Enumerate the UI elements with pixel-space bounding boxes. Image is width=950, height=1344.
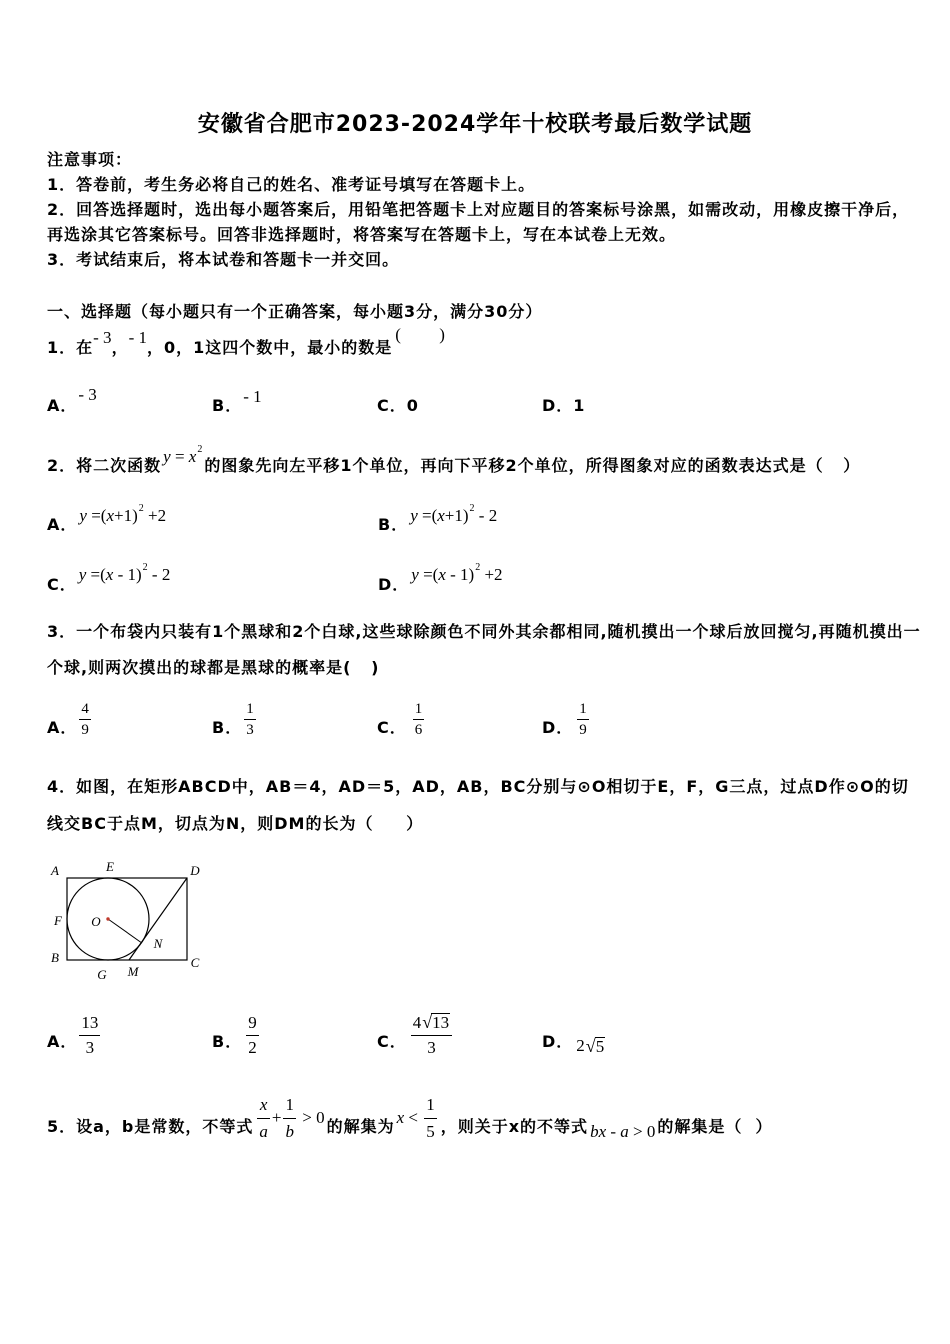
- label-e: E: [106, 859, 114, 874]
- q3-option-a: [47, 700, 93, 738]
- q3-stem-line-1: 3．一个布袋内只装有1个黑球和2个白球,这些球除颜色不同外其余都相同,随机摸出一个球后放回搅匀,再随机摸出一: [47, 622, 921, 641]
- q1-separator: ，: [111, 338, 129, 357]
- option-label: C．: [377, 718, 407, 737]
- math-text: +: [271, 1108, 282, 1127]
- math-superscript: 2: [469, 503, 475, 514]
- q5-suffix: 的解集是（ ）: [657, 1117, 773, 1136]
- math-variable: y: [163, 447, 171, 466]
- math-text: - 3: [78, 385, 97, 404]
- notes-line-3-text: 3．考试结束后，将本试卷和答题卡一并交回。: [47, 250, 400, 269]
- option-label: C．: [377, 396, 407, 415]
- math-text: 3: [246, 721, 254, 738]
- q4-option-a: [47, 1012, 102, 1057]
- math-variable: x: [188, 447, 197, 466]
- option-formula: [410, 503, 498, 526]
- notes-line-1-text: 1．答卷前，考生务必将自己的姓名、准考证号填写在答题卡上。: [47, 175, 536, 194]
- option-label: C．: [47, 575, 77, 594]
- rectangle-abcd: [67, 878, 187, 960]
- math-variable: y: [79, 506, 87, 525]
- q1-option-a: [47, 385, 97, 416]
- math-text: 9: [248, 1012, 257, 1032]
- option-value: [78, 385, 96, 405]
- math-variable: x: [396, 1108, 405, 1127]
- q5-prefix: 5．设a，b是常数，不等式: [47, 1117, 254, 1136]
- option-label: A．: [47, 396, 78, 415]
- math-variable: x: [437, 506, 445, 525]
- radical-sign: √: [585, 1036, 596, 1056]
- math-text: +2: [143, 506, 167, 525]
- option-fraction: [242, 699, 258, 740]
- notes-line-2-continued-text: 再选涂其它答案标号。回答非选择题时，将答案写在答题卡上，写在本试卷上无效。: [47, 225, 677, 244]
- math-text: 6: [414, 721, 423, 738]
- question-3-stem-line-2: [47, 658, 379, 678]
- math-variable: y: [78, 565, 87, 584]
- q1-stem-text: ，0，1这四个数中，最小的数是: [147, 338, 393, 357]
- label-d: D: [190, 863, 200, 878]
- q1-prefix: 1．在: [47, 338, 94, 357]
- question-2-stem: [47, 444, 861, 476]
- option-formula: [411, 562, 503, 585]
- math-text: =(: [86, 565, 106, 584]
- label-o: O: [91, 914, 101, 929]
- math-text: +1): [113, 506, 138, 525]
- radical-sign: √: [422, 1012, 433, 1032]
- label-b: B: [51, 950, 59, 965]
- q2-prefix: 2．将二次函数: [47, 456, 162, 475]
- math-text: 13: [81, 1012, 99, 1032]
- q1-answer-blank: [395, 325, 445, 345]
- fraction-numerator: [577, 699, 589, 720]
- fraction-numerator: [413, 699, 425, 720]
- fraction-denominator: [257, 1119, 270, 1145]
- math-text: =(: [418, 565, 439, 584]
- question-1-stem: [47, 325, 445, 358]
- math-text: 1: [579, 700, 587, 717]
- fraction-numerator: [79, 1011, 100, 1036]
- math-text: <: [404, 1108, 423, 1127]
- math-text: - 3: [93, 328, 112, 347]
- math-text: - 1: [243, 387, 262, 406]
- fraction-denominator: [79, 720, 91, 740]
- fraction-denominator: [424, 1119, 437, 1145]
- math-superscript: 2: [138, 503, 144, 514]
- option-fraction: [409, 1010, 454, 1060]
- math-text: =(: [417, 506, 438, 525]
- label-c: C: [190, 955, 200, 970]
- option-fraction: [244, 1011, 261, 1060]
- math-variable: x: [438, 565, 446, 584]
- radicand: 5: [595, 1037, 605, 1056]
- math-fraction: [283, 1092, 296, 1145]
- math-text: 4: [412, 1013, 422, 1032]
- label-m: M: [127, 964, 139, 979]
- math-text: 1: [414, 700, 423, 717]
- fraction-denominator: [246, 1036, 259, 1060]
- fraction-numerator: [283, 1092, 296, 1119]
- notes-line-2-continued: [47, 225, 676, 245]
- question-4-stem-line-2: [47, 814, 423, 834]
- section-heading: [47, 302, 542, 322]
- exam-title: 安徽省合肥市2023-2024学年十校联考最后数学试题: [197, 112, 753, 137]
- math-variable: y: [411, 565, 419, 584]
- option-label: D．: [542, 1032, 574, 1051]
- math-variable: x: [259, 1094, 268, 1114]
- math-fraction: [79, 1011, 100, 1060]
- fraction-denominator: [411, 1036, 452, 1060]
- option-label: D．: [378, 575, 410, 594]
- math-text: 1: [426, 1094, 435, 1114]
- q1-number-neg3: [93, 328, 111, 348]
- math-text: 5: [426, 1121, 435, 1141]
- math-text: 1: [285, 1094, 294, 1114]
- q3-option-b: [212, 700, 258, 738]
- label-a: A: [51, 863, 59, 878]
- option-label: A．: [47, 1032, 78, 1051]
- q2-option-b: [378, 503, 498, 535]
- section-heading-text: 一、选择题（每小题只有一个正确答案，每小题3分，满分30分）: [47, 302, 543, 321]
- math-text: +2: [480, 565, 503, 584]
- math-text: - 2: [147, 565, 171, 584]
- math-text: - 1): [445, 565, 475, 584]
- option-label: A．: [47, 718, 78, 737]
- fraction-denominator: [283, 1119, 296, 1145]
- math-text: =(: [86, 506, 107, 525]
- option-label: B．: [212, 396, 243, 415]
- radicand: 13: [432, 1013, 450, 1032]
- math-fraction: [413, 699, 425, 740]
- q4-geometry-figure: [45, 858, 210, 983]
- question-3-stem-line-1: [47, 622, 921, 642]
- fraction-numerator: [424, 1092, 437, 1119]
- math-text: 2: [248, 1037, 257, 1057]
- q3-option-c: [377, 700, 426, 738]
- q4-stem-line-2: 线交BC于点M，切点为N，则DM的长为（ ）: [47, 814, 424, 833]
- math-fraction: [577, 699, 589, 740]
- math-fraction: [79, 699, 91, 740]
- q2-option-c: [47, 562, 171, 595]
- option-radical: [576, 1036, 605, 1056]
- q2-function-formula: [163, 444, 203, 467]
- option-label: B．: [378, 515, 409, 534]
- math-fraction: [244, 699, 256, 740]
- math-text: - 1): [113, 565, 142, 584]
- math-text: - 2: [474, 506, 498, 525]
- fraction-numerator: [257, 1092, 270, 1119]
- math-fraction: [257, 1092, 270, 1145]
- fraction-denominator: [413, 720, 425, 740]
- math-superscript: 2: [142, 562, 148, 573]
- math-text: 9: [81, 721, 89, 738]
- notes-line-3: [47, 250, 399, 270]
- math-text: 3: [85, 1037, 95, 1057]
- math-variable: b: [285, 1121, 294, 1141]
- q5-text-about-x: ，则关于x的不等式: [440, 1117, 589, 1136]
- math-variable: bx: [590, 1122, 607, 1141]
- q4-option-d: [542, 1032, 605, 1056]
- q5-inequality-2: [590, 1122, 655, 1142]
- label-n: N: [153, 936, 163, 951]
- option-value: 1: [573, 396, 586, 415]
- option-fraction: [575, 699, 591, 740]
- center-point-o: [106, 917, 109, 920]
- math-text: 3: [427, 1038, 436, 1057]
- notes-line-2: [47, 200, 909, 220]
- math-text: 9: [579, 721, 587, 738]
- notes-line-2-text: 2．回答选择题时，选出每小题答案后，用铅笔把答题卡上对应题目的答案标号涂黑，如需改动，用橡皮擦干净后，: [47, 200, 910, 219]
- math-fraction: [424, 1092, 437, 1145]
- math-text: > 0: [628, 1122, 656, 1141]
- q3-stem-line-2: 个球,则两次摸出的球都是黑球的概率是( ): [47, 658, 380, 677]
- math-variable: a: [620, 1122, 629, 1141]
- radius-on: [108, 919, 141, 943]
- question-4-stem-line-1: [47, 777, 909, 797]
- q5-solution-1: [397, 1092, 439, 1145]
- math-text: 2: [576, 1036, 585, 1055]
- math-text: =: [170, 447, 189, 466]
- math-text: ( ): [395, 325, 445, 344]
- option-formula: [79, 503, 167, 526]
- label-f: F: [54, 913, 62, 928]
- math-superscript: 2: [475, 562, 481, 573]
- q1-option-d: [542, 396, 585, 416]
- math-text: - 1: [128, 328, 147, 347]
- question-5-stem: [47, 1094, 773, 1141]
- math-text: 1: [246, 700, 254, 717]
- math-superscript: 2: [197, 444, 203, 455]
- q2-option-a: [47, 503, 167, 535]
- q4-option-b: [212, 1012, 261, 1057]
- option-fraction: [411, 699, 427, 740]
- option-value: 0: [406, 396, 419, 415]
- math-variable: a: [259, 1121, 268, 1141]
- option-label: C．: [377, 1032, 407, 1051]
- option-label: D．: [542, 396, 574, 415]
- option-label: B．: [212, 718, 243, 737]
- option-formula: [78, 562, 171, 585]
- option-value: [243, 387, 261, 407]
- math-fraction: [246, 1011, 259, 1060]
- q4-stem-line-1: 4．如图，在矩形ABCD中，AB＝4，AD＝5，AD，AB，BC分别与⊙O相切于E，F，G三点，过点D作⊙O的切: [47, 777, 909, 796]
- notes-heading: [47, 150, 132, 170]
- q2-stem-text: 的图象先向左平移1个单位，再向下平移2个单位，所得图象对应的函数表达式是（ ）: [204, 456, 861, 475]
- math-text: > 0: [297, 1108, 325, 1127]
- fraction-numerator: [246, 1011, 259, 1036]
- math-variable: y: [410, 506, 418, 525]
- q1-option-c: [377, 396, 419, 416]
- fraction-denominator: [577, 720, 589, 740]
- math-variable: x: [105, 565, 114, 584]
- q2-option-d: [378, 562, 503, 595]
- option-label: B．: [212, 1032, 243, 1051]
- q5-inequality-1: [255, 1092, 324, 1145]
- q4-option-c: [377, 1012, 454, 1057]
- math-variable: x: [106, 506, 114, 525]
- fraction-denominator: [244, 720, 256, 740]
- fraction-numerator: [411, 1010, 452, 1036]
- fraction-numerator: [244, 699, 256, 720]
- option-fraction: [77, 1011, 102, 1060]
- notes-heading-text: 注意事项：: [47, 150, 133, 169]
- fraction-numerator: [79, 699, 91, 720]
- notes-line-1: [47, 175, 535, 195]
- fraction-denominator: [79, 1036, 100, 1060]
- option-label: D．: [542, 718, 574, 737]
- q3-option-d: [542, 700, 591, 738]
- q1-number-neg1: [129, 328, 147, 348]
- math-text: +1): [444, 506, 469, 525]
- q5-text-solution-set: 的解集为: [326, 1117, 395, 1136]
- math-text: -: [606, 1122, 621, 1141]
- q1-option-b: [212, 387, 262, 416]
- math-text: 4: [81, 700, 89, 717]
- label-g: G: [97, 967, 107, 982]
- option-label: A．: [47, 515, 78, 534]
- option-fraction: [77, 699, 93, 740]
- math-fraction: [411, 1010, 452, 1060]
